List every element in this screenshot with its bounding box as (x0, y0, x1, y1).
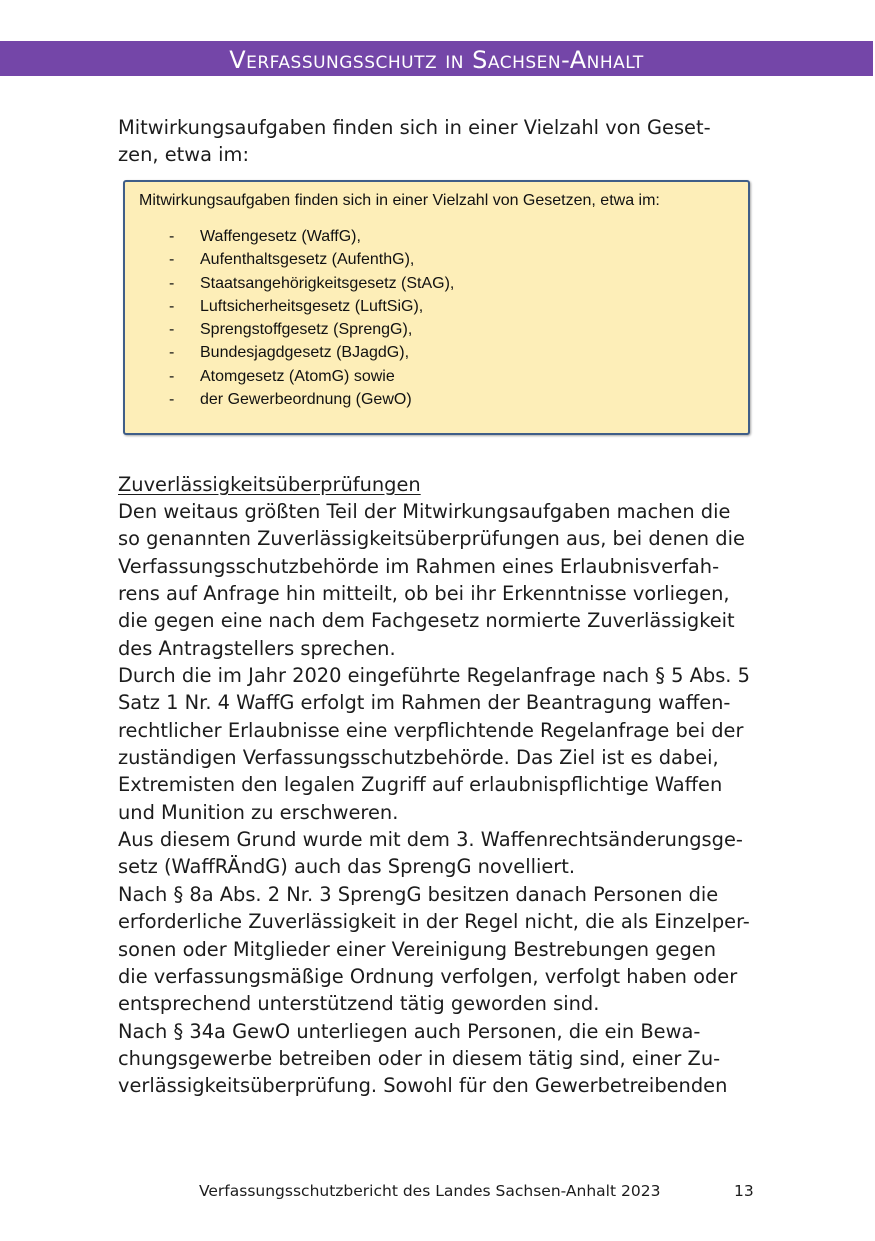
header-band (0, 41, 873, 76)
text-line: Verfassungsschutzbehörde im Rahmen eines Erlaubnisverfah- (118, 554, 720, 578)
list-bullet: - (169, 344, 175, 362)
list-bullet: - (169, 367, 175, 385)
list-bullet: - (169, 321, 175, 339)
list-bullet: - (169, 391, 175, 409)
list-item-text: der Gewerbeordnung (GewO) (200, 391, 412, 409)
text-line: chungsgewerbe betreiben oder in diesem tätig sind, einer Zu- (118, 1046, 721, 1070)
footer-publication-title: Verfassungsschutzbericht des Landes Sachsen-Anhalt 2023 (199, 1182, 661, 1200)
text-line: rens auf Anfrage hin mitteilt, ob bei ihr Erkenntnisse vorliegen, (118, 582, 730, 606)
page-header-title: Verfassungsschutz in Sachsen-Anhalt (229, 46, 644, 74)
intro-line: zen, etwa im: (118, 143, 249, 167)
list-item (169, 390, 454, 413)
list-item-text: Atomgesetz (AtomG) sowie (200, 367, 395, 385)
list-bullet: - (169, 297, 175, 315)
text-line: Aus diesem Grund wurde mit dem 3. Waffenrechtsänderungsge- (118, 828, 743, 852)
text-line: Durch die im Jahr 2020 eingeführte Regelanfrage nach § 5 Abs. 5 (118, 664, 750, 688)
text-line: Den weitaus größten Teil der Mitwirkungsaufgaben machen die (118, 500, 731, 523)
list-bullet: - (169, 251, 175, 269)
law-list-box (123, 180, 750, 435)
text-line: Nach § 8a Abs. 2 Nr. 3 SprengG besitzen danach Personen die (118, 882, 719, 906)
text-line: die verfassungsmäßige Ordnung verfolgen, verfolgt haben oder (118, 964, 738, 988)
list-item-text: Luftsicherheitsgesetz (LuftSiG), (200, 297, 424, 315)
text-line: Satz 1 Nr. 4 WaffG erfolgt im Rahmen der Beantragung waffen- (118, 691, 731, 715)
list-item-text: Staatsangehörigkeitsgesetz (StAG), (200, 274, 455, 292)
body-paragraph (118, 498, 763, 1100)
text-line: erforderliche Zuverlässigkeit in der Regel nicht, die als Einzelper- (118, 910, 750, 934)
law-box-title: Mitwirkungsaufgaben finden sich in einer Vielzahl von Gesetzen, etwa im: (139, 192, 660, 209)
list-bullet: - (169, 274, 175, 292)
text-line: und Munition zu erschweren. (118, 800, 399, 824)
list-item-text: Bundesjagdgesetz (BJagdG), (200, 344, 410, 362)
text-line: entsprechend unterstützend tätig geworden sind. (118, 992, 600, 1016)
text-line: rechtlicher Erlaubnisse eine verpflichtende Regelanfrage bei der (118, 718, 744, 742)
list-bullet: - (169, 228, 175, 245)
text-line: setz (WaffRÄndG) auch das SprengG novelliert. (118, 855, 576, 879)
list-item (169, 227, 454, 250)
list-item-text: Waffengesetz (WaffG), (200, 228, 361, 245)
list-item-text: Sprengstoffgesetz (SprengG), (200, 321, 413, 339)
list-item (169, 367, 454, 390)
text-line: Nach § 34a GewO unterliegen auch Personen, die ein Bewa- (118, 1019, 701, 1043)
list-item (169, 297, 454, 320)
text-line: die gegen eine nach dem Fachgesetz normierte Zuverlässigkeit (118, 609, 735, 633)
text-line: verlässigkeitsüberprüfung. Sowohl für den Gewerbetreibenden (118, 1074, 728, 1098)
text-line: sonen oder Mitglieder einer Vereinigung Bestrebungen gegen (118, 937, 717, 961)
page-number: 13 (734, 1182, 754, 1200)
text-line: zuständigen Verfassungsschutzbehörde. Das Ziel ist es dabei, (118, 746, 719, 770)
text-line: des Antragstellers sprechen. (118, 636, 396, 660)
list-item (169, 343, 454, 366)
list-item (169, 250, 454, 273)
law-list (169, 227, 454, 413)
text-line: so genannten Zuverlässigkeitsüberprüfungen aus, bei denen die (118, 527, 745, 551)
list-item (169, 320, 454, 343)
section-heading: Zuverlässigkeitsüberprüfungen (118, 473, 421, 496)
list-item-text: Aufenthaltsgesetz (AufenthG), (200, 251, 415, 269)
intro-paragraph (118, 114, 758, 169)
text-line: Extremisten den legalen Zugriff auf erlaubnispflichtige Waffen (118, 773, 723, 797)
list-item (169, 274, 454, 297)
intro-line: Mitwirkungsaufgaben finden sich in einer Vielzahl von Geset- (118, 116, 711, 139)
